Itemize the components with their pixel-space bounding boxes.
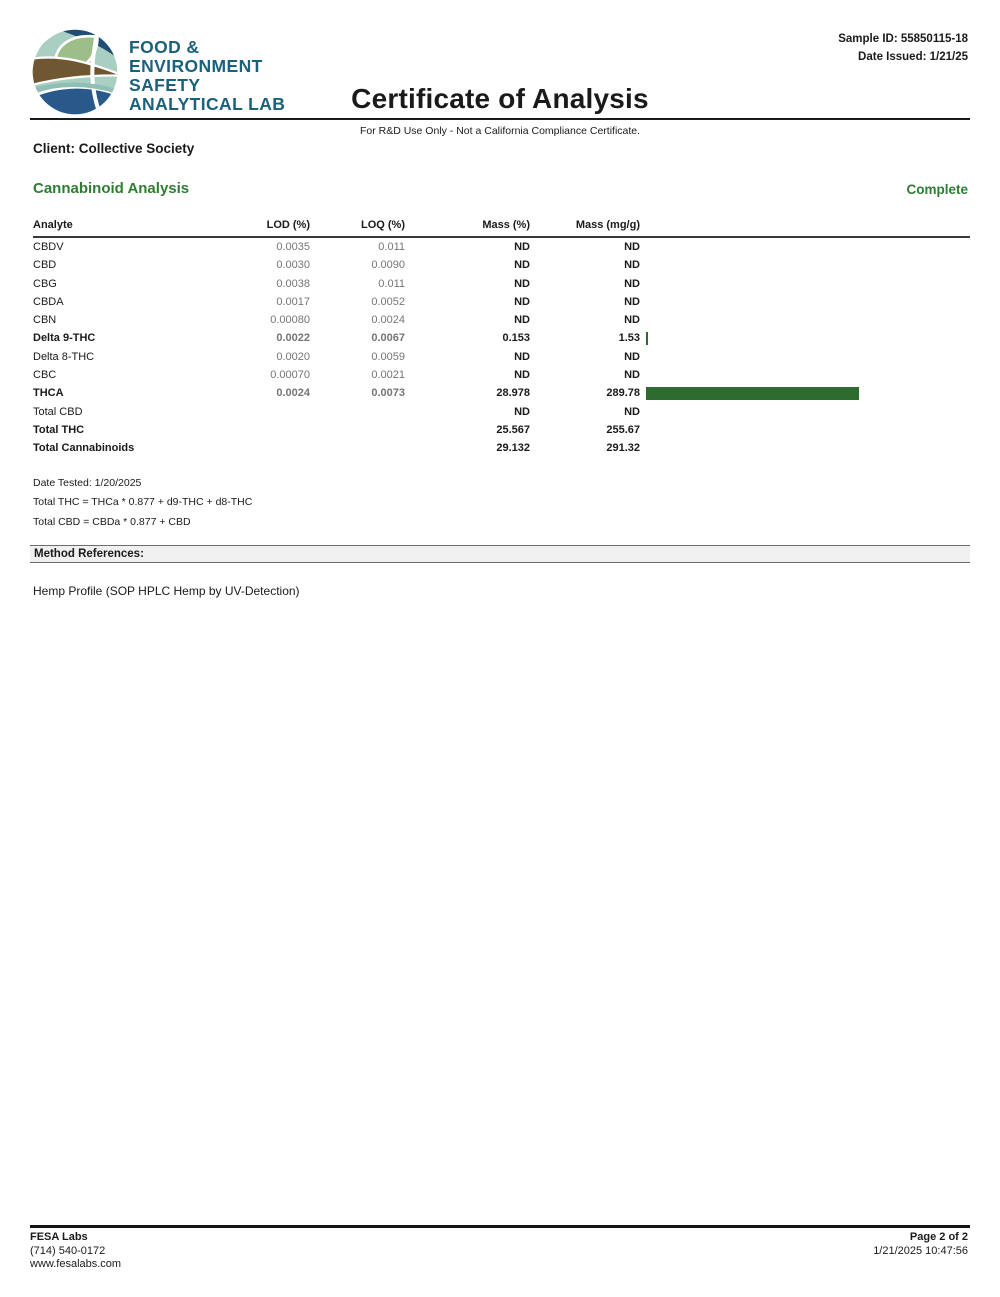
cell-mass-mgg: ND <box>624 369 640 382</box>
cell-mass-pct: ND <box>514 259 530 272</box>
sample-id: Sample ID: 55850115-18 <box>838 33 968 45</box>
table-row <box>33 439 970 457</box>
table-row <box>33 348 970 366</box>
wordmark-line: ANALYTICAL LAB <box>129 94 286 114</box>
table-row <box>33 275 970 293</box>
wordmark-line: FOOD & <box>129 37 200 57</box>
footer-page-number: Page 2 of 2 <box>909 1231 968 1243</box>
footer-page-info <box>873 1231 968 1258</box>
table-header-row <box>33 219 970 237</box>
column-header-lod: LOD (%) <box>243 219 310 237</box>
note-total-thc-formula: Total THC = THCa * 0.877 + d9-THC + d8-THC <box>33 496 253 509</box>
cell-lod <box>243 439 310 457</box>
column-header-bar-spacer <box>640 219 970 237</box>
wordmark-line: ENVIRONMENT <box>129 56 263 76</box>
cell-analyte: CBG <box>33 277 57 290</box>
table-row <box>33 311 970 329</box>
cell-bar <box>640 237 970 256</box>
footer-phone: (714) 540-0172 <box>30 1244 106 1257</box>
cell-bar <box>640 329 970 347</box>
cannabinoid-table <box>33 219 970 458</box>
cell-analyte: CBC <box>33 369 57 382</box>
mass-bar <box>646 332 648 345</box>
cell-lod: 0.0038 <box>276 277 310 290</box>
cell-loq: 0.0090 <box>371 259 405 272</box>
sample-info <box>838 30 968 66</box>
cell-mass-pct: ND <box>514 314 530 327</box>
page-title: Certificate of Analysis <box>351 83 649 114</box>
cell-loq: 0.0073 <box>371 387 405 400</box>
cell-analyte: Total Cannabinoids <box>33 442 135 455</box>
cell-lod: 0.0017 <box>276 295 310 308</box>
cell-loq: 0.0021 <box>371 369 405 382</box>
cell-loq: 0.011 <box>378 277 405 290</box>
cell-bar <box>640 421 970 439</box>
cell-loq <box>310 403 405 421</box>
cell-bar <box>640 293 970 311</box>
cell-loq <box>310 421 405 439</box>
cell-bar <box>640 439 970 457</box>
cell-analyte: CBDA <box>33 295 64 308</box>
cell-mass-mgg: ND <box>624 241 640 253</box>
cell-lod: 0.00070 <box>270 369 310 382</box>
analysis-notes <box>33 474 252 532</box>
status-badge: Complete <box>906 182 968 197</box>
cell-mass-pct: ND <box>514 277 530 290</box>
cell-bar <box>640 403 970 421</box>
cell-bar <box>640 366 970 384</box>
cell-analyte: Delta 8-THC <box>33 350 95 363</box>
method-references-heading: Method References: <box>30 545 970 563</box>
cell-mass-pct: ND <box>514 405 530 418</box>
table-row <box>33 384 970 402</box>
cell-mass-mgg: 289.78 <box>606 387 640 400</box>
cell-lod: 0.00080 <box>270 314 310 327</box>
cell-mass-pct: 29.132 <box>496 442 530 455</box>
cell-mass-mgg: ND <box>624 350 640 363</box>
client-name: Client: Collective Society <box>33 141 195 156</box>
header-divider <box>30 118 970 120</box>
cell-mass-mgg: ND <box>624 405 640 418</box>
cell-analyte: CBN <box>33 314 57 327</box>
footer-timestamp: 1/21/2025 10:47:56 <box>873 1244 968 1257</box>
date-issued: Date Issued: 1/21/25 <box>858 51 968 63</box>
cell-bar <box>640 348 970 366</box>
cell-lod <box>243 403 310 421</box>
cell-lod: 0.0020 <box>276 350 310 363</box>
mass-bar <box>646 387 859 400</box>
cell-mass-pct: 25.567 <box>496 423 530 436</box>
cell-lod: 0.0022 <box>276 332 310 345</box>
note-total-cbd-formula: Total CBD = CBDa * 0.877 + CBD <box>33 515 191 528</box>
cell-loq: 0.0059 <box>371 350 405 363</box>
cell-mass-pct: ND <box>514 350 530 363</box>
cell-analyte: CBD <box>33 259 57 272</box>
column-header-loq: LOQ (%) <box>310 219 405 237</box>
footer-lab-contact <box>30 1231 121 1272</box>
cell-analyte: THCA <box>33 387 64 400</box>
cell-analyte: CBDV <box>33 241 64 253</box>
cell-loq: 0.0067 <box>371 332 405 345</box>
cell-bar <box>640 275 970 293</box>
cell-mass-pct: ND <box>514 295 530 308</box>
cell-loq <box>310 439 405 457</box>
table-row <box>33 256 970 274</box>
cell-bar <box>640 311 970 329</box>
table-row <box>33 403 970 421</box>
cell-mass-mgg: ND <box>624 259 640 272</box>
table-row <box>33 421 970 439</box>
table-row <box>33 293 970 311</box>
footer-divider <box>30 1225 970 1228</box>
cell-mass-mgg: ND <box>624 295 640 308</box>
cell-lod: 0.0030 <box>276 259 310 272</box>
cell-bar <box>640 384 970 402</box>
column-header-mass-mgg: Mass (mg/g) <box>530 219 640 237</box>
cell-analyte: Delta 9-THC <box>33 332 96 345</box>
wordmark-line: SAFETY <box>129 75 201 95</box>
cell-mass-pct: ND <box>514 241 530 253</box>
compliance-disclaimer: For R&D Use Only - Not a California Compliance Certificate. <box>359 125 641 137</box>
table-row <box>33 329 970 347</box>
cell-mass-mgg: ND <box>624 314 640 327</box>
cell-lod: 0.0024 <box>276 387 310 400</box>
cell-loq: 0.011 <box>378 241 405 253</box>
cell-mass-mgg: 1.53 <box>618 332 640 345</box>
cell-analyte: Total THC <box>33 423 85 436</box>
table-row <box>33 366 970 384</box>
cell-loq: 0.0024 <box>371 314 405 327</box>
method-reference-item: Hemp Profile (SOP HPLC Hemp by UV-Detection) <box>33 584 300 598</box>
footer-lab-name: FESA Labs <box>30 1231 88 1243</box>
cell-mass-mgg: 291.32 <box>606 442 640 455</box>
cell-loq: 0.0052 <box>371 295 405 308</box>
cell-mass-mgg: 255.67 <box>606 423 640 436</box>
cell-mass-pct: 28.978 <box>496 387 530 400</box>
cell-bar <box>640 256 970 274</box>
cell-mass-mgg: ND <box>624 277 640 290</box>
analyte-rows <box>33 237 970 458</box>
table-row <box>33 237 970 256</box>
section-title-cannabinoid-analysis: Cannabinoid Analysis <box>33 180 190 197</box>
cell-analyte: Total CBD <box>33 405 83 418</box>
column-header-analyte: Analyte <box>33 219 243 237</box>
note-date-tested: Date Tested: 1/20/2025 <box>33 477 142 489</box>
cell-mass-pct: ND <box>514 369 530 382</box>
footer-website[interactable]: www.fesalabs.com <box>30 1258 122 1271</box>
column-header-mass-pct: Mass (%) <box>405 219 530 237</box>
cell-lod <box>243 421 310 439</box>
cell-mass-pct: 0.153 <box>502 332 530 345</box>
cell-lod: 0.0035 <box>276 241 310 253</box>
